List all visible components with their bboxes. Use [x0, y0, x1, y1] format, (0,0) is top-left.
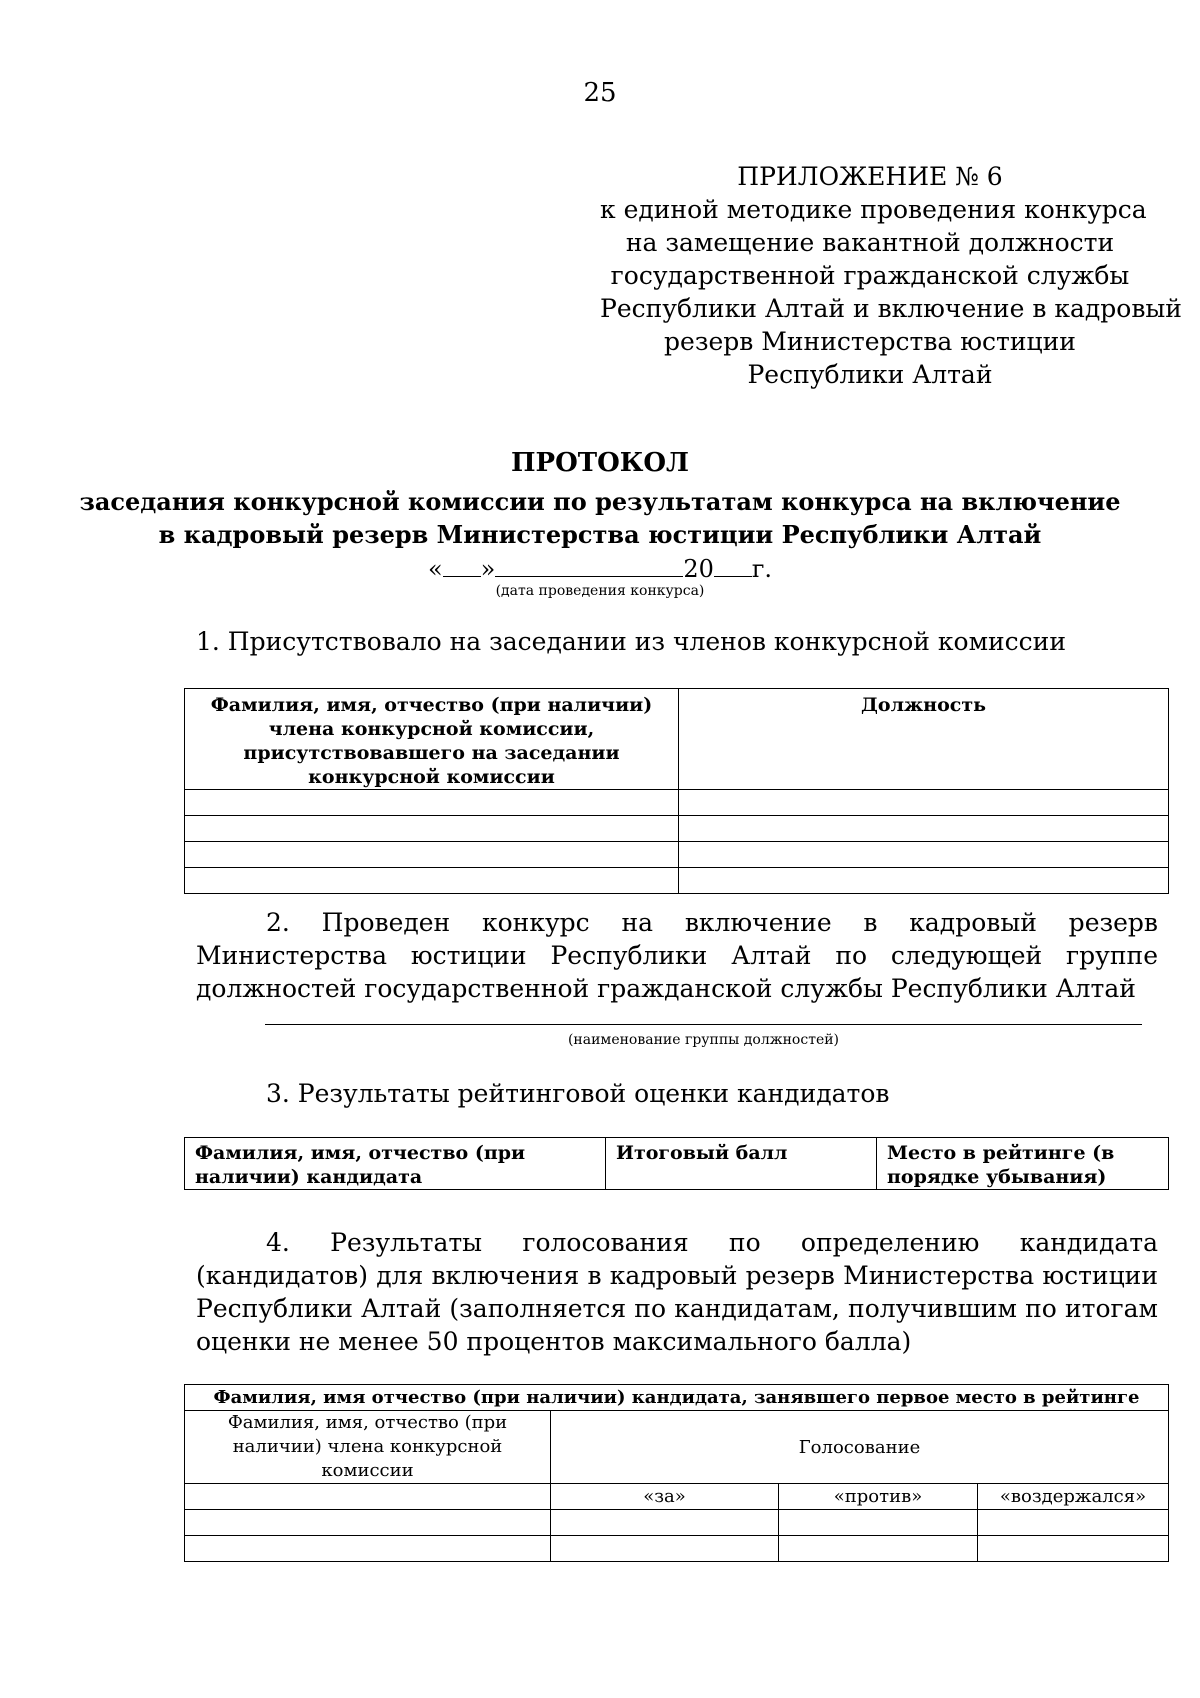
members-name-header: Фамилия, имя, отчество (при наличии) члена конкурсной комиссии, присутствовавшего на заседании конкурсной комиссии: [185, 689, 679, 790]
voting-table: [184, 1384, 1169, 1562]
table-cell[interactable]: [185, 1536, 551, 1562]
table-cell[interactable]: [185, 1510, 551, 1536]
page-number: 25: [583, 78, 617, 108]
day-blank[interactable]: [443, 552, 481, 577]
table-cell[interactable]: [779, 1536, 978, 1562]
position-group-caption: (наименование группы должностей): [567, 1032, 840, 1048]
vote-abstain-header: «воздержался»: [978, 1484, 1169, 1510]
appendix-line: государственной гражданской службы: [610, 261, 1130, 290]
appendix-line: Республики Алтай и включение в кадровый: [600, 294, 1182, 323]
section2-text: 2. Проведен конкурс на включение в кадровый резерв Министерства юстиции Республики Алтай по следующей группе должностей государственной гражданской службы Республики Алтай: [196, 908, 1158, 1003]
table-cell[interactable]: [679, 816, 1169, 842]
rating-place-header: Место в рейтинге (в порядке убывания): [877, 1138, 1169, 1190]
date-open-quote: «: [427, 555, 443, 583]
table-cell[interactable]: [679, 790, 1169, 816]
table-cell[interactable]: [779, 1510, 978, 1536]
appendix-line: резерв Министерства юстиции: [664, 327, 1076, 356]
section1-text: 1. Присутствовало на заседании из членов конкурсной комиссии: [196, 627, 1067, 656]
section4-text: 4. Результаты голосования по определению кандидата (кандидатов) для включения в кадровый резерв Министерства юстиции Республики Алтай (заполняется по кандидатам, получившим по итогам оценки не менее 50 процентов максимального балла): [196, 1228, 1158, 1356]
table-cell[interactable]: [185, 842, 679, 868]
table-cell[interactable]: [978, 1536, 1169, 1562]
candidate-header: Фамилия, имя отчество (при наличии) кандидата, занявшего первое место в рейтинге: [185, 1385, 1169, 1411]
appendix-line: Республики Алтай: [747, 360, 993, 389]
date-line: [0, 552, 1200, 583]
month-blank[interactable]: [495, 552, 683, 577]
protocol-subtitle-line: в кадровый резерв Министерства юстиции Республики Алтай: [158, 520, 1042, 549]
table-cell[interactable]: [185, 816, 679, 842]
date-caption: (дата проведения конкурса): [495, 583, 705, 599]
date-close-quote: »: [480, 555, 496, 583]
members-table: [184, 688, 1169, 894]
vote-against-header: «против»: [779, 1484, 978, 1510]
position-group-line[interactable]: [265, 1024, 1142, 1025]
appendix-line: на замещение вакантной должности: [625, 228, 1115, 257]
vote-for-header: «за»: [551, 1484, 779, 1510]
table-cell[interactable]: [551, 1510, 779, 1536]
table-cell[interactable]: [679, 842, 1169, 868]
table-cell[interactable]: [185, 790, 679, 816]
year-prefix: 20: [683, 555, 714, 583]
table-cell[interactable]: [551, 1536, 779, 1562]
year-blank[interactable]: [714, 552, 752, 577]
protocol-title: ПРОТОКОЛ: [510, 448, 690, 478]
table-cell[interactable]: [978, 1510, 1169, 1536]
appendix-header: [600, 160, 1182, 391]
table-cell[interactable]: [679, 868, 1169, 894]
protocol-subtitle: [0, 485, 1200, 551]
rating-name-header: Фамилия, имя, отчество (при наличии) кандидата: [185, 1138, 606, 1190]
voting-header: Голосование: [551, 1411, 1169, 1484]
year-suffix: г.: [751, 555, 773, 583]
section3-text: 3. Результаты рейтинговой оценки кандидатов: [266, 1079, 890, 1108]
appendix-line: ПРИЛОЖЕНИЕ № 6: [737, 162, 1003, 191]
members-position-header: Должность: [679, 689, 1169, 790]
member-header: Фамилия, имя, отчество (при наличии) члена конкурсной комиссии: [185, 1411, 551, 1484]
rating-score-header: Итоговый балл: [606, 1138, 877, 1190]
protocol-subtitle-line: заседания конкурсной комиссии по результатам конкурса на включение: [79, 487, 1121, 516]
table-cell[interactable]: [185, 868, 679, 894]
appendix-line: к единой методике проведения конкурса: [600, 195, 1147, 224]
table-cell[interactable]: [185, 1484, 551, 1510]
rating-table: [184, 1137, 1169, 1190]
